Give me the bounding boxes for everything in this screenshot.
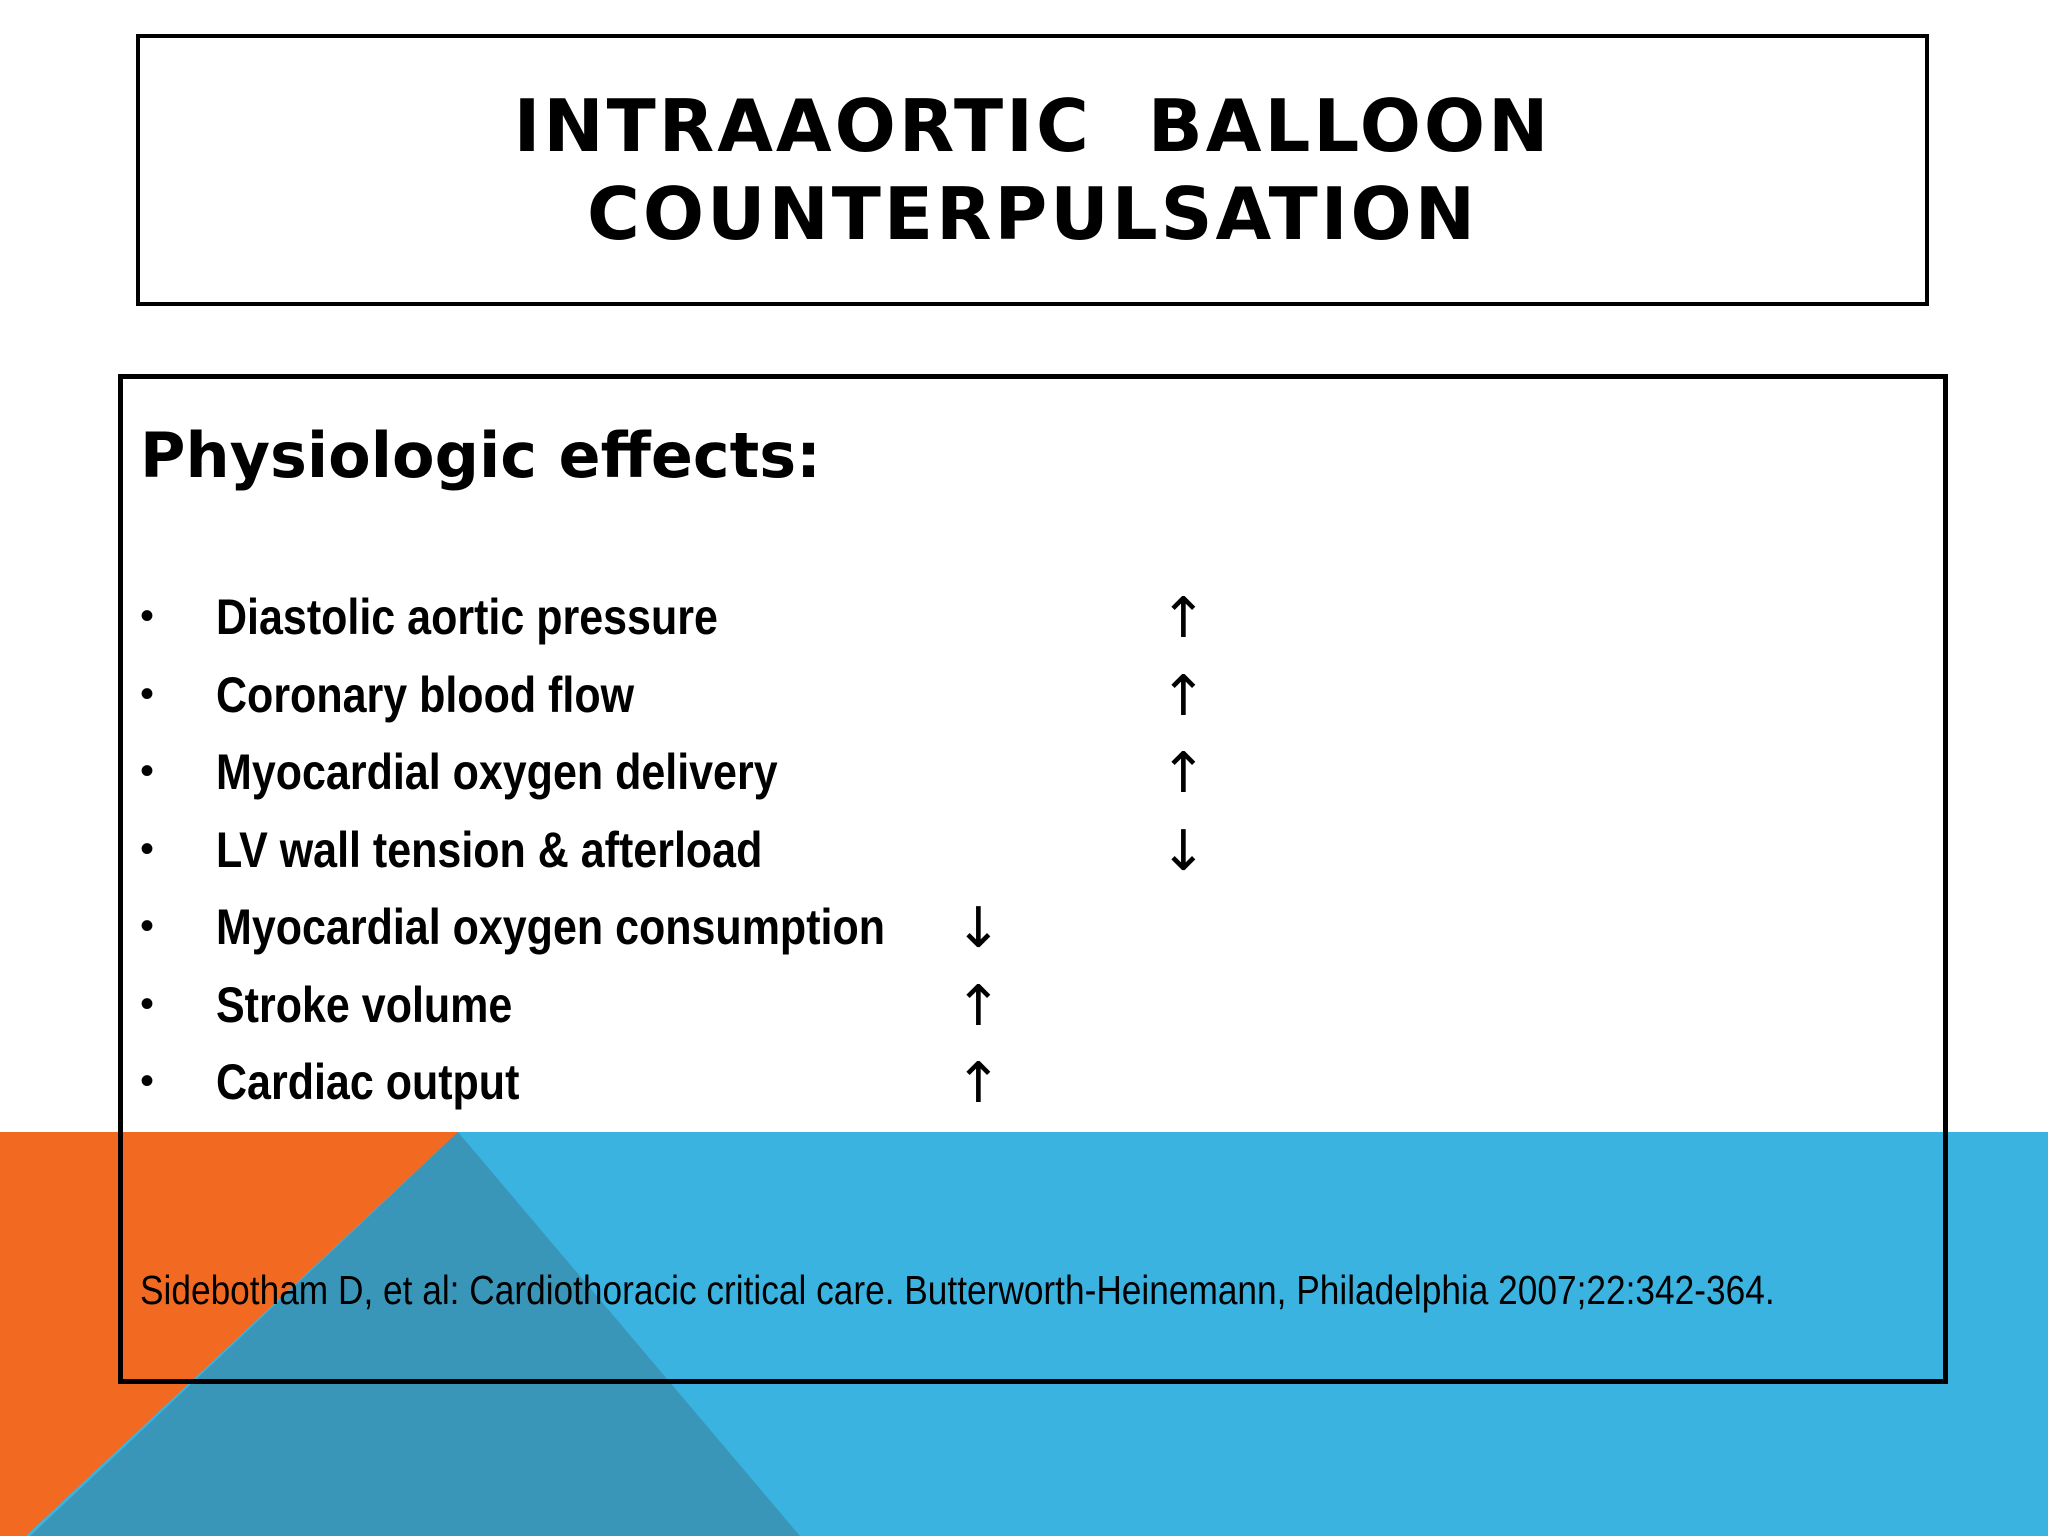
title-box (136, 34, 1929, 306)
effect-label: LV wall tension & afterload (216, 821, 763, 878)
effect-label: Cardiac output (216, 1054, 520, 1110)
arrow-up-icon: ↑ (955, 973, 1002, 1039)
effect-label: Stroke volume (216, 976, 513, 1033)
effects-list (140, 582, 1240, 1125)
bullet-icon: • (140, 594, 155, 638)
bullet-icon: • (140, 826, 155, 871)
list-item (140, 815, 1240, 893)
bullet-icon: • (140, 749, 155, 793)
arrow-up-icon: ↑ (1160, 741, 1207, 806)
slide-title-line-2: COUNTERPULSATION (587, 172, 1478, 256)
arrow-up-icon: ↑ (1160, 586, 1207, 651)
list-item (140, 970, 1240, 1048)
list-item (140, 582, 1240, 660)
arrow-down-icon: ↓ (1160, 818, 1207, 884)
slide-title-line-1: INTRAAORTIC BALLOON (513, 84, 1552, 168)
effect-label: Myocardial oxygen delivery (216, 744, 778, 800)
effect-label: Diastolic aortic pressure (216, 589, 718, 645)
bullet-icon: • (140, 671, 155, 716)
section-heading: Physiologic effects: (140, 419, 821, 492)
bullet-icon: • (140, 904, 155, 948)
arrow-up-icon: ↑ (1160, 663, 1207, 729)
arrow-up-icon: ↑ (955, 1051, 1002, 1116)
list-item (140, 737, 1240, 815)
effect-label: Myocardial oxygen consumption (216, 899, 885, 955)
bullet-icon: • (140, 981, 155, 1026)
list-item (140, 1047, 1240, 1125)
list-item (140, 660, 1240, 738)
effect-label: Coronary blood flow (216, 666, 635, 723)
list-item (140, 892, 1240, 970)
arrow-down-icon: ↓ (955, 896, 1002, 961)
bullet-icon: • (140, 1059, 155, 1103)
citation: Sidebotham D, et al: Cardiothoracic critical care. Butterworth-Heinemann, Philadelphia 2007;22:342-364. (140, 1267, 1775, 1313)
